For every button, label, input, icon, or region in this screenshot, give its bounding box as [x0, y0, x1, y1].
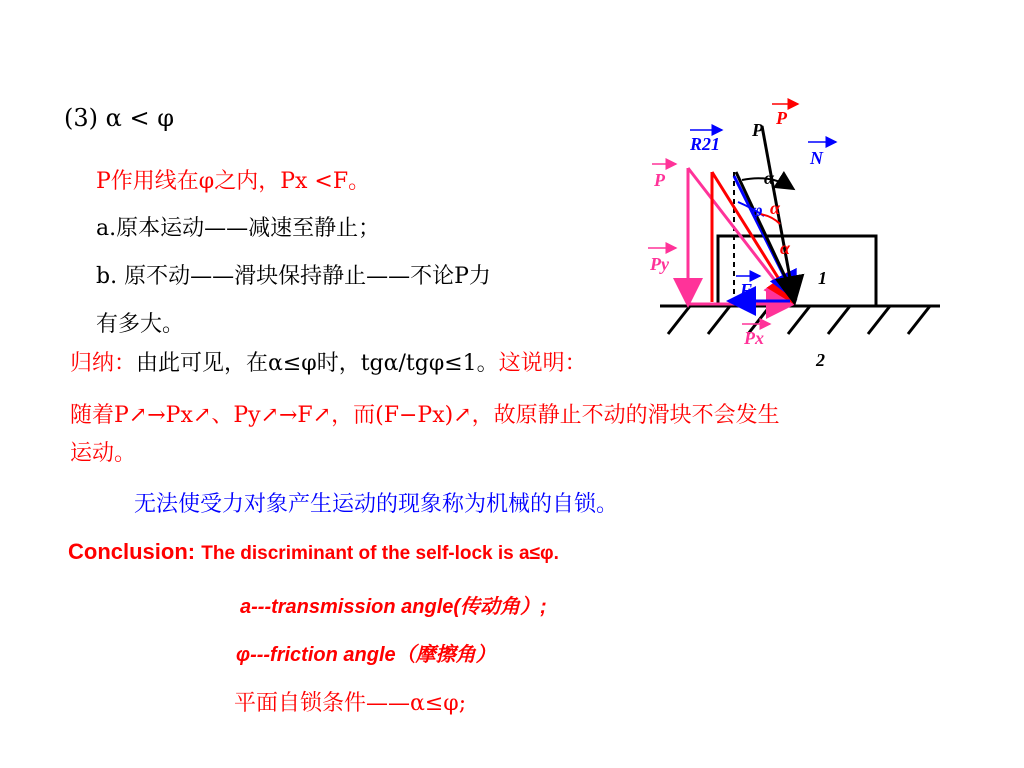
label-r21: R21: [690, 134, 721, 154]
label-f: F: [740, 280, 753, 300]
label-phi: φ: [752, 200, 763, 220]
label-px: Px: [744, 328, 764, 348]
line-b-case: b. 原不动——滑块保持静止——不论P力: [96, 264, 491, 289]
label-alpha-1: α: [764, 168, 774, 188]
summary-line-2: 随着P↗→Px↗、Py↗→F↗，而(F−Px)↗，故原静止不动的滑块不会发生: [70, 403, 780, 428]
summary-label: 归纳：: [70, 351, 137, 376]
section-heading: (3) α < φ: [64, 104, 175, 132]
summary-tail: 这说明：: [498, 351, 587, 376]
line-a-case: a.原本运动——减速至静止；: [96, 216, 381, 241]
label-alpha-2: α: [770, 198, 780, 218]
conclusion-item-phi: φ---friction angle（摩擦角）: [236, 644, 496, 666]
summary-line: [70, 346, 587, 377]
label-n: N: [810, 148, 823, 168]
summary-text: 由此可见，在α≤φ时，tgα/tgφ≤1。: [136, 351, 499, 376]
selflock-definition: 无法使受力对象产生运动的现象称为机械的自锁。: [134, 492, 619, 517]
force-diagram: [640, 96, 950, 386]
label-ground-2: 2: [816, 350, 825, 370]
label-p-black-top: P: [752, 120, 763, 140]
label-p-top: P: [776, 108, 787, 128]
conclusion-final: 平面自锁条件——α≤φ;: [234, 691, 467, 716]
conclusion-text: The discriminant of the self-lock is a≤φ.: [201, 543, 559, 564]
label-py: Py: [650, 254, 669, 274]
label-p-left: P: [654, 170, 665, 190]
summary-line-3: 运动。: [70, 441, 137, 466]
conclusion-label: Conclusion:: [68, 539, 196, 564]
line-b-case-cont: 有多大。: [96, 312, 185, 337]
line-p-action: P作用线在φ之内，Px <F。: [96, 169, 371, 194]
conclusion-line: [68, 539, 559, 565]
conclusion-item-a: a---transmission angle(传动角）;: [240, 596, 547, 618]
ground-hatching: [668, 306, 930, 334]
label-block-1: 1: [818, 268, 827, 288]
label-alpha-3: α: [780, 238, 790, 258]
